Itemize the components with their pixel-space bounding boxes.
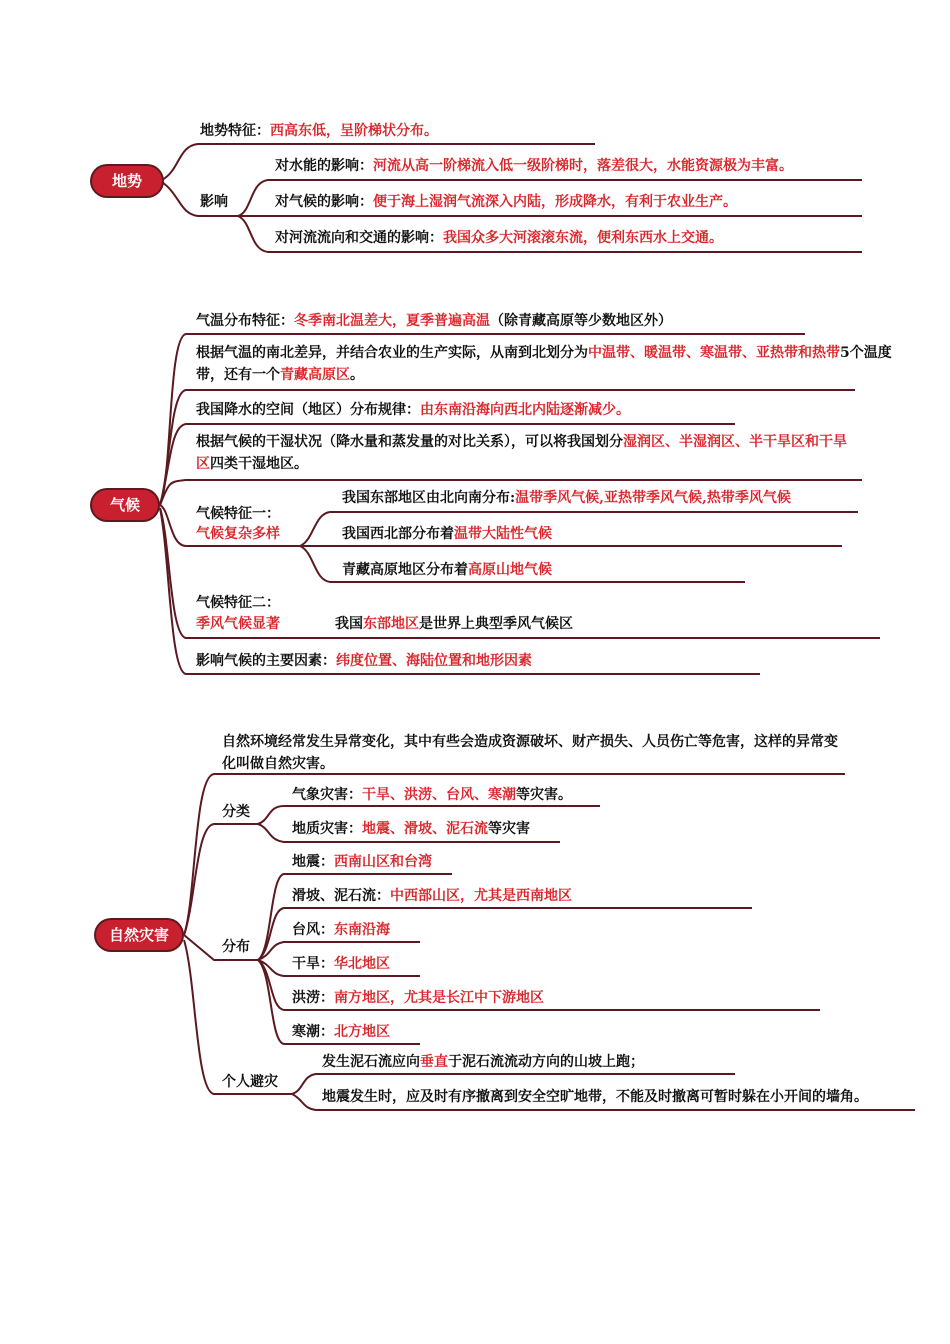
category-label: 气象灾害： <box>292 787 362 803</box>
category-value: 干旱、洪涝、台风、寒潮 <box>362 787 516 803</box>
northwest-text: 我国西北部分布着 <box>342 526 454 542</box>
distribution-label: 台风： <box>292 922 334 938</box>
terrain-feature-value: 西高东低，呈阶梯状分布。 <box>270 123 438 139</box>
terrain-node: 地势 <box>92 166 162 196</box>
item-value: 我国众多大河滚滚东流，便利东西水上交通。 <box>443 230 723 246</box>
zones-text: 根据气温的南北差异，并结合农业的生产实际，从南到北划分为 <box>196 345 588 361</box>
climate-temp <box>196 312 672 330</box>
terrain-influence-river <box>275 229 723 247</box>
temp-value: 冬季南北温差大，夏季普遍高温 <box>294 313 490 329</box>
climate-monsoon <box>335 615 573 633</box>
precip-value: 由东南沿海向西北内陆逐渐减少。 <box>420 402 630 418</box>
distribution-label: 干旱： <box>292 956 334 972</box>
dry-text: 根据气候的干湿状况（降水量和蒸发量的对比关系），可以将我国划分 <box>196 434 623 450</box>
monsoon-text: 我国 <box>335 616 363 632</box>
dry-value: 湿润区、半湿润区、半干旱区和干旱区 <box>196 434 847 472</box>
distribution-value: 华北地区 <box>334 956 390 972</box>
distribution-item <box>292 921 390 939</box>
distribution-label: 洪涝： <box>292 990 334 1006</box>
disaster-avoid-label: 个人避灾 <box>222 1074 278 1090</box>
factors-label: 影响气候的主要因素： <box>196 653 336 669</box>
zones-text: 。 <box>350 367 364 383</box>
precip-label: 我国降水的空间（地区）分布规律： <box>196 402 420 418</box>
avoid-text: 发生泥石流应向 <box>322 1054 420 1070</box>
item-label: 对气候的影响： <box>275 194 373 210</box>
east-text: 我国东部地区由北向南分布: <box>342 490 516 506</box>
climate-feature1-label: 气候特征一： <box>196 506 280 522</box>
monsoon-value: 东部地区 <box>363 616 419 632</box>
category-value: 地震、滑坡、泥石流 <box>362 821 488 837</box>
northwest-value: 温带大陆性气候 <box>454 526 552 542</box>
terrain-influence-climate <box>275 193 737 211</box>
disaster-definition: 自然环境经常发生异常变化，其中有些会造成资源破坏、财产损失、人员伤亡等危害，这样的异常变化叫做自然灾害。 <box>222 734 838 772</box>
avoid-text: 于泥石流流动方向的山坡上跑； <box>448 1054 644 1070</box>
climate-plateau <box>342 561 552 579</box>
terrain-influence-label: 影响 <box>200 194 228 210</box>
dry-text: 四类干湿地区。 <box>210 456 308 472</box>
climate-dry-wet <box>196 431 851 475</box>
temp-label: 气温分布特征： <box>196 313 294 329</box>
zones-value: 中温带、暖温带、寒温带、亚热带和热带 <box>588 345 840 361</box>
distribution-label: 寒潮： <box>292 1024 334 1040</box>
category-label: 地质灾害： <box>292 821 362 837</box>
distribution-item <box>292 853 432 871</box>
disaster-node: 自然灾害 <box>96 920 182 950</box>
temp-suffix: （除青藏高原等少数地区外） <box>490 313 672 329</box>
disaster-category-weather <box>292 786 572 804</box>
plateau-text: 青藏高原地区分布着 <box>342 562 468 578</box>
climate-northwest <box>342 525 552 543</box>
climate-feature1-value: 气候复杂多样 <box>196 526 280 542</box>
distribution-item <box>292 989 544 1007</box>
climate-feature2-label: 气候特征二： <box>196 595 280 611</box>
climate-feature2-value: 季风气候显著 <box>196 616 280 632</box>
avoid-value: 垂直 <box>420 1054 448 1070</box>
disaster-avoid-earthquake: 地震发生时，应及时有序撤离到安全空旷地带，不能及时撤离可暂时躲在小开间的墙角。 <box>322 1089 868 1105</box>
item-value: 河流从高一阶梯流入低一级阶梯时，落差很大，水能资源极为丰富。 <box>373 158 793 174</box>
item-label: 对河流流向和交通的影响： <box>275 230 443 246</box>
plateau-value: 高原山地气候 <box>468 562 552 578</box>
distribution-value: 西南山区和台湾 <box>334 854 432 870</box>
disaster-category-label: 分类 <box>222 804 250 820</box>
category-suffix: 等灾害 <box>488 821 530 837</box>
distribution-label: 地震： <box>292 854 334 870</box>
disaster-avoid-mudslide <box>322 1053 644 1071</box>
distribution-value: 北方地区 <box>334 1024 390 1040</box>
climate-node: 气候 <box>92 490 158 520</box>
distribution-value: 中西部山区，尤其是西南地区 <box>390 888 572 904</box>
climate-factors <box>196 652 532 670</box>
terrain-influence-water <box>275 157 793 175</box>
terrain-feature <box>200 122 438 140</box>
distribution-item <box>292 887 572 905</box>
zones-text: 5个温度带，还有一个 <box>196 345 892 383</box>
climate-zones <box>196 342 896 386</box>
distribution-label: 滑坡、泥石流： <box>292 888 390 904</box>
climate-east <box>342 489 791 507</box>
category-suffix: 等灾害。 <box>516 787 572 803</box>
distribution-item <box>292 955 390 973</box>
terrain-feature-label: 地势特征： <box>200 123 270 139</box>
disaster-distribution-label: 分布 <box>222 939 250 955</box>
distribution-item <box>292 1023 390 1041</box>
zones-value: 青藏高原区 <box>280 367 350 383</box>
monsoon-text: 是世界上典型季风气候区 <box>419 616 573 632</box>
distribution-value: 南方地区，尤其是长江中下游地区 <box>334 990 544 1006</box>
climate-precip <box>196 401 630 419</box>
east-value: 温带季风气候,亚热带季风气候,热带季风气候 <box>515 490 791 506</box>
distribution-value: 东南沿海 <box>334 922 390 938</box>
disaster-category-geology <box>292 820 530 838</box>
item-value: 便于海上湿润气流深入内陆，形成降水，有利于农业生产。 <box>373 194 737 210</box>
factors-value: 纬度位置、海陆位置和地形因素 <box>336 653 532 669</box>
item-label: 对水能的影响： <box>275 158 373 174</box>
